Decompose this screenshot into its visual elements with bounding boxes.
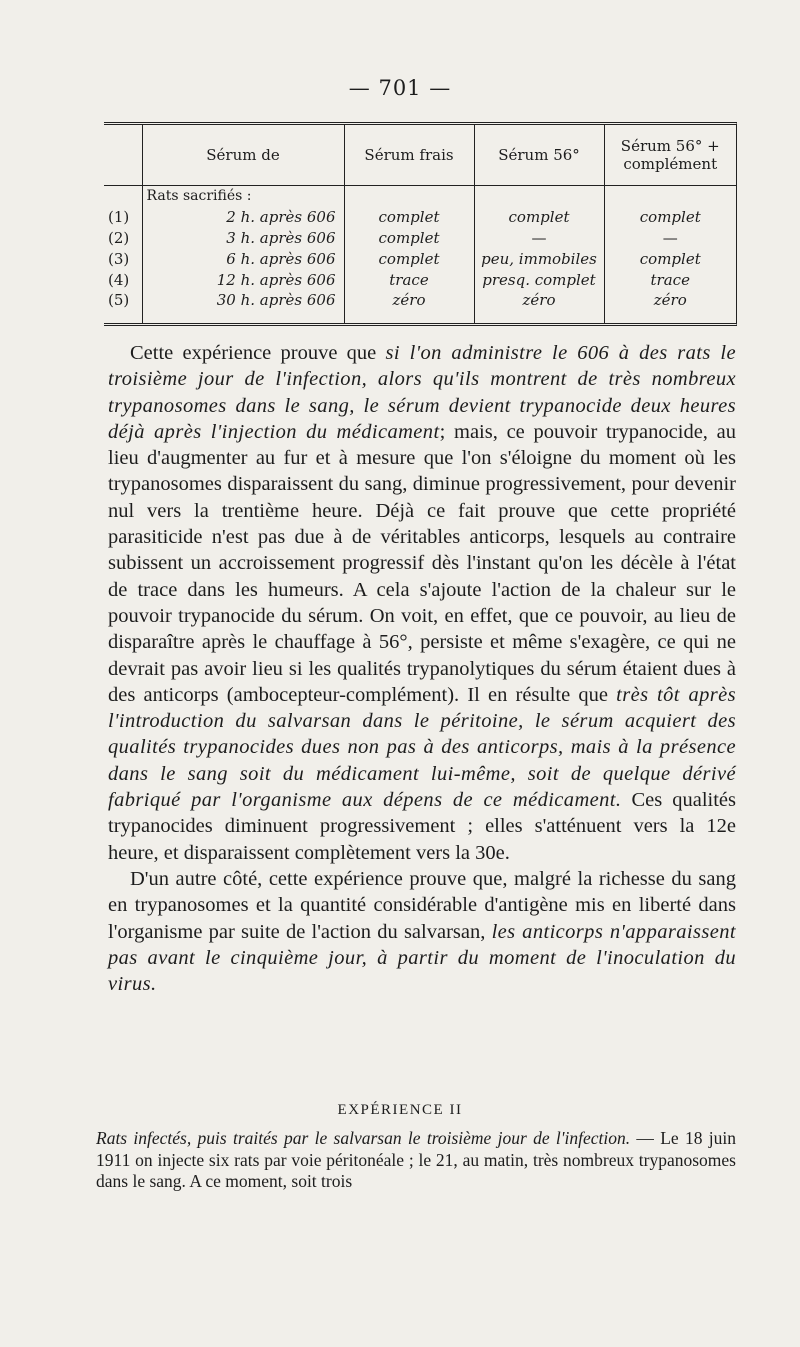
p1-text-e: Ces qualités trypanocides diminuent progressivement ; elles s'atténuent vers la 12e heure, et disparaissent complètement vers la 30e. <box>108 789 736 864</box>
row-frais: complet <box>344 209 474 230</box>
row-time: 12 h. après 606 <box>142 272 344 293</box>
row-s56: zéro <box>474 292 604 313</box>
group-label: Rats sacrifiés : <box>142 186 344 210</box>
results-table <box>104 122 737 326</box>
exp2-italic: Rats infectés, puis traités par le salvarsan le troisième jour de l'infection. <box>96 1128 631 1148</box>
row-num: (3) <box>108 249 130 268</box>
table-row <box>104 209 736 230</box>
group-label-row <box>104 186 736 210</box>
p1-text-a: Cette expérience prouve que <box>130 342 386 364</box>
table-row <box>104 230 736 251</box>
row-time: 6 h. après 606 <box>142 251 344 272</box>
row-time: 3 h. après 606 <box>142 230 344 251</box>
row-time: 2 h. après 606 <box>142 209 344 230</box>
p2-text-a: D'un autre côté, cette expérience prouve que, malgré la richesse du sang en trypanosomes et la quantité considérable d'antigène mis en liberté dans l'organisme par suite de l'action du salvarsan, <box>108 867 736 943</box>
row-s56c: complet <box>604 209 736 230</box>
row-s56: presq. complet <box>474 272 604 293</box>
exp2-text: — Le 18 juin 1911 on injecte six rats par voie péritonéale ; le 21, au matin, très nombreux trypanosomes dans le sang. A ce moment, soit trois <box>96 1128 736 1191</box>
p1-italic-b: si l'on administre le 606 à des rats le troisième jour de l'infection, alors qu'ils montrent de très nombreux trypanosomes dans le sang, le sérum devient trypanocide deux heures déjà après l'injection du médicament <box>108 342 736 443</box>
row-s56: complet <box>474 209 604 230</box>
section-heading: EXPÉRIENCE II <box>337 1102 463 1118</box>
table-row <box>104 272 736 293</box>
row-num: (5) <box>108 291 130 310</box>
header-serum-de: Sérum de <box>142 125 344 186</box>
paragraph-1 <box>108 340 736 866</box>
row-s56c: complet <box>604 251 736 272</box>
row-s56c: zéro <box>604 292 736 313</box>
row-frais: complet <box>344 251 474 272</box>
header-serum-56: Sérum 56° <box>474 125 604 186</box>
row-num: (1) <box>108 208 130 227</box>
page-number: — 701 — <box>348 76 452 100</box>
header-serum-frais: Sérum frais <box>344 125 474 186</box>
paragraph-2 <box>108 866 736 997</box>
row-frais: trace <box>344 272 474 293</box>
p1-text-c: ; mais, ce pouvoir trypanocide, au lieu d'augmenter au fur et à mesure que l'on s'éloigne du moment où les trypanosomes disparaissent du sang, diminue progressivement, pour devenir nul vers la trentième heure. Déjà ce fait prouve que cette propriété parasiticide n'est pas due à de véritables anticorps, lesquels au contraire subissent un accroissement progressif dès l'instant qu'on les décèle à l'état de trace dans les humeurs. A cela s'ajoute l'action de la chaleur sur le pouvoir trypanocide du sérum. On voit, en effet, que ce pouvoir, au lieu de disparaître après le chauffage à 56°, persiste et même s'exagère, ce qui ne devrait pas avoir lieu si les qualités trypanolytiques du sérum étaient dues à des anticorps (ambocepteur-complément). Il en résulte que <box>108 420 736 706</box>
p1-italic-d: très tôt après l'introduction du salvarsan dans le péritoine, le sérum acquiert des qualités trypanocides dues non pas à des anticorps, mais à la présence dans le sang soit du médicament lui-même, soit de quelque dérivé fabriqué par l'organisme aux dépens de ce médicament. <box>108 683 736 812</box>
row-num: (4) <box>108 270 130 289</box>
table-header-row <box>104 125 736 186</box>
row-s56: — <box>474 230 604 251</box>
row-s56c: — <box>604 230 736 251</box>
header-serum-56-complement: Sérum 56° + complément <box>604 125 736 186</box>
row-num: (2) <box>108 229 130 248</box>
table-row <box>104 251 736 272</box>
body-text <box>108 340 736 997</box>
header-num <box>104 125 142 186</box>
table-row <box>104 292 736 313</box>
row-time: 30 h. après 606 <box>142 292 344 313</box>
p2-italic-b: les anticorps n'apparaissent pas avant le cinquième jour, à partir du moment de l'inoculation du virus. <box>108 920 736 996</box>
row-frais: zéro <box>344 292 474 313</box>
row-frais: complet <box>344 230 474 251</box>
experiment-2-text <box>96 1128 736 1193</box>
row-s56c: trace <box>604 272 736 293</box>
row-s56: peu, immobiles <box>474 251 604 272</box>
